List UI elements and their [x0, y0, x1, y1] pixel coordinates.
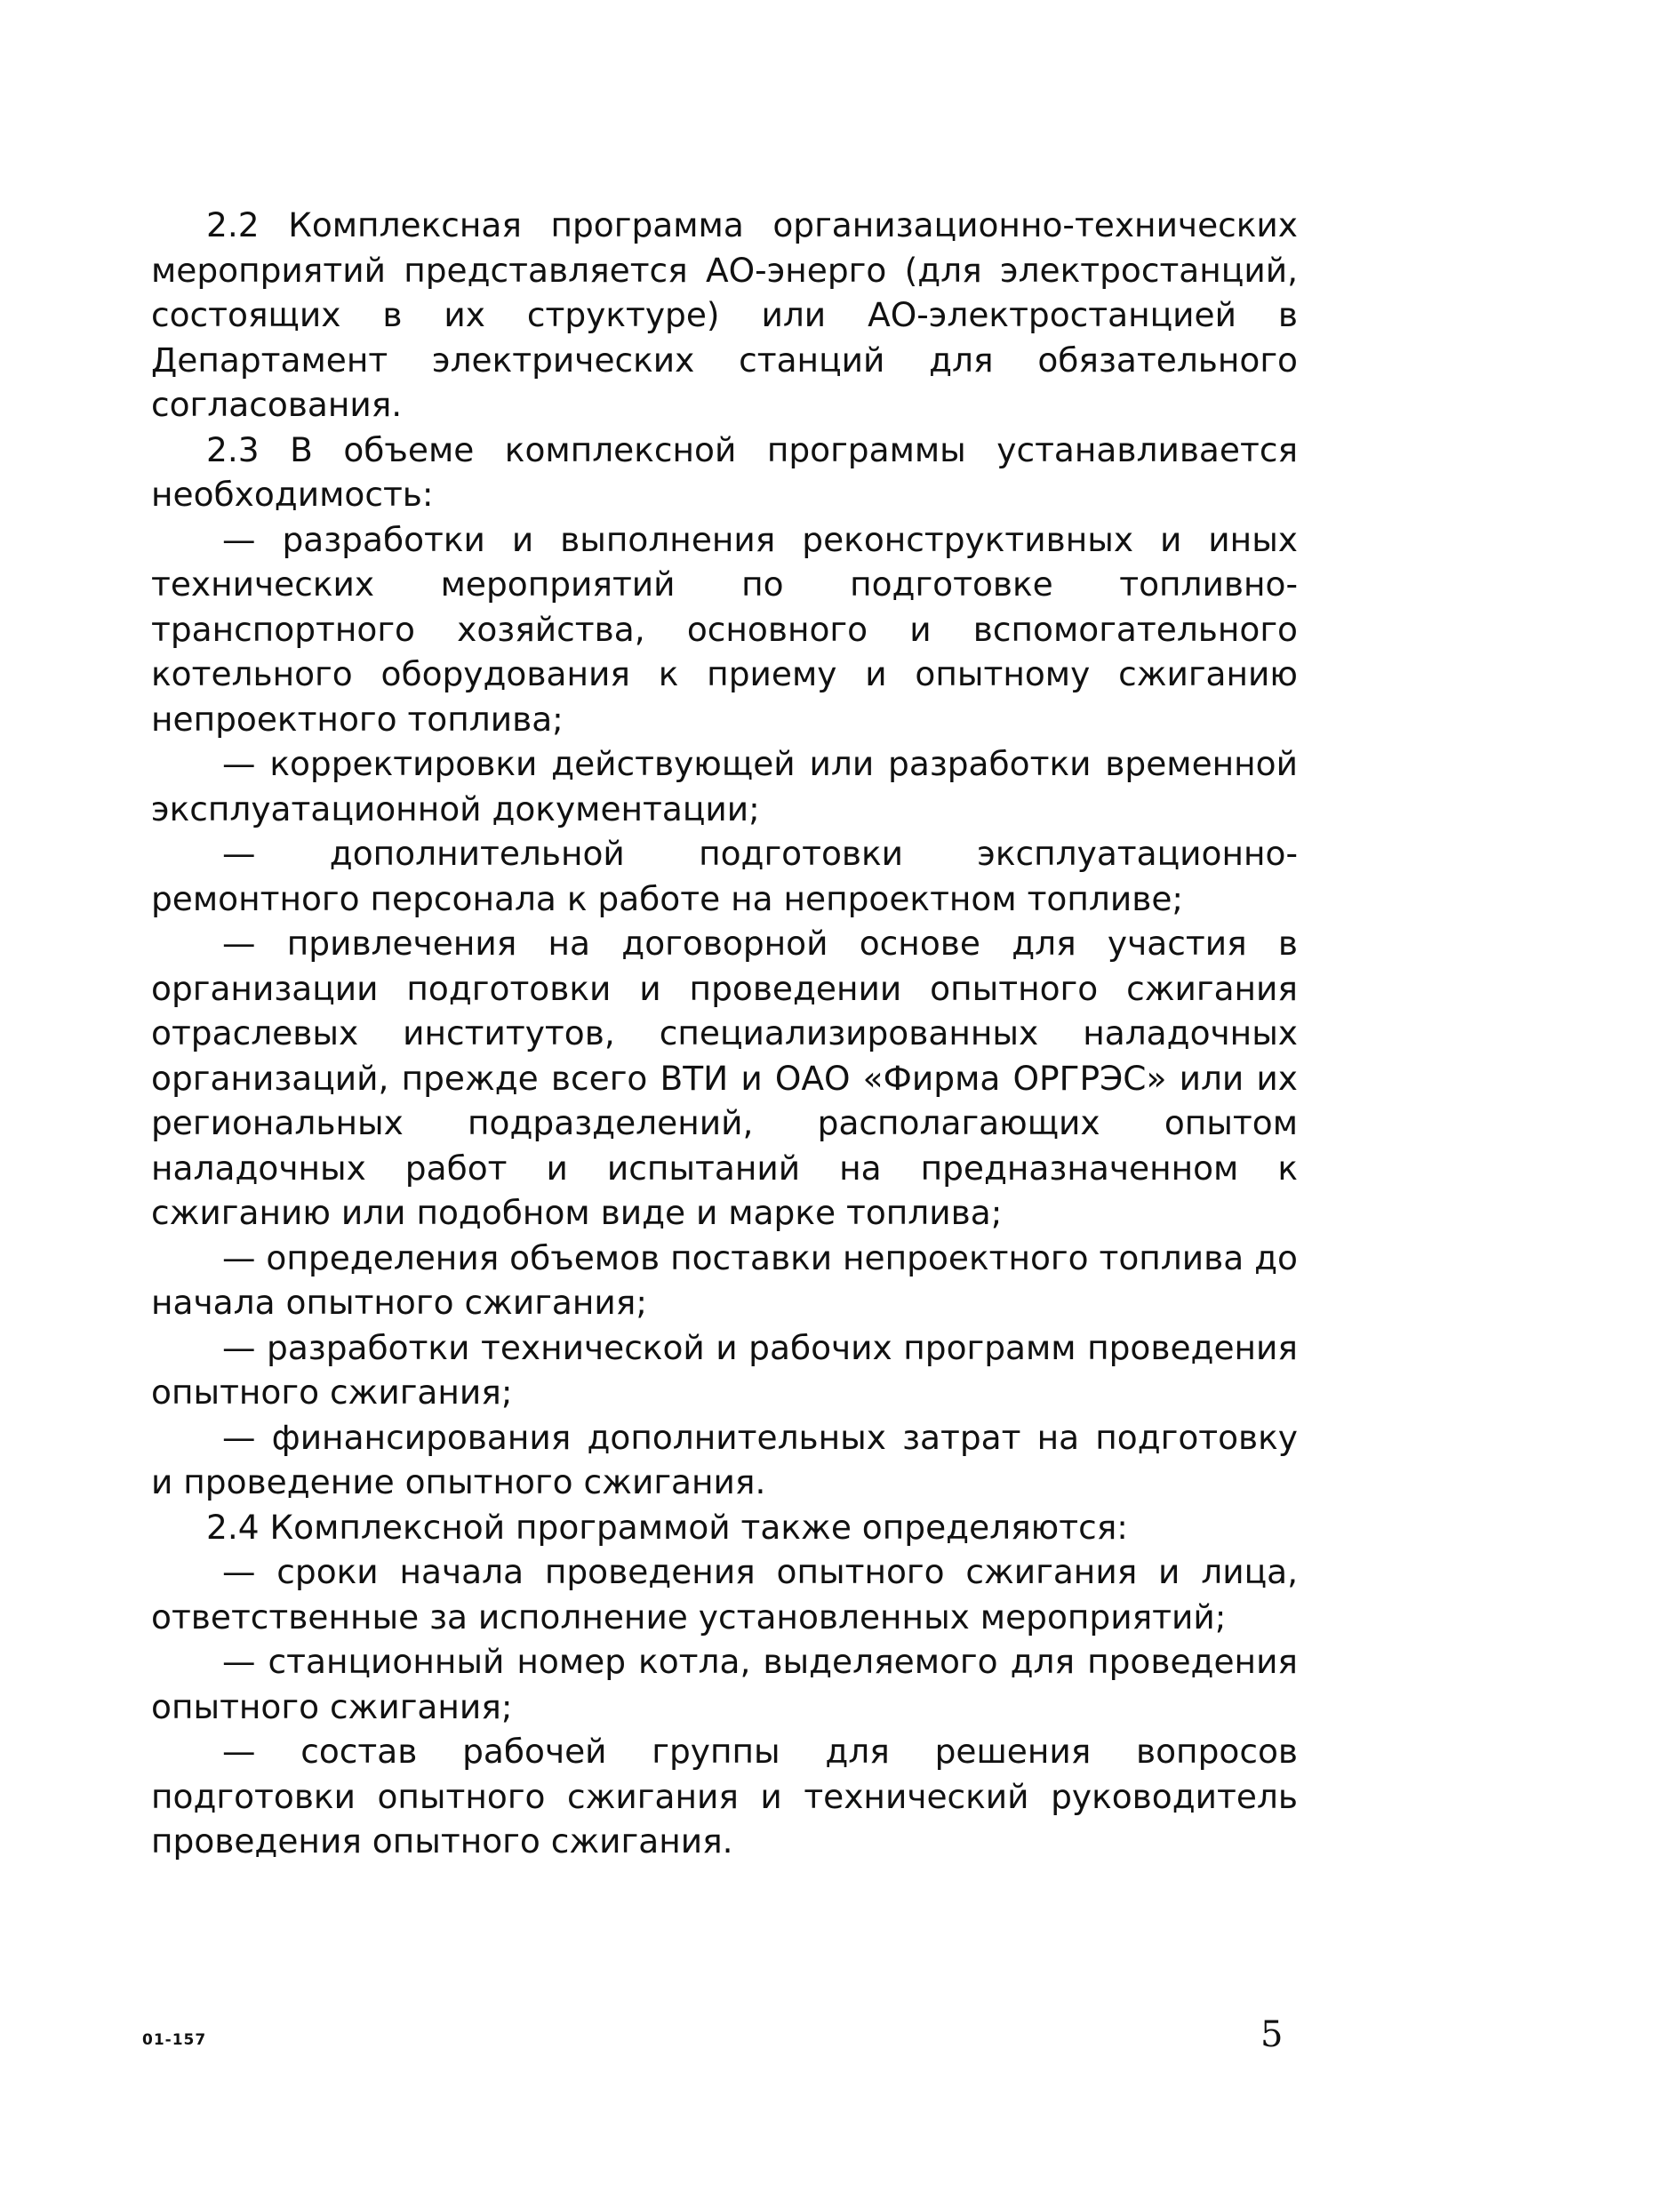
list-item: — привлечения на договорной основе для участия в организации подготовки и проведении опытного сжигания отраслевых институтов, специализированных наладочных организаций, прежде всего ВТИ и ОАО «Фирма ОРГРЭС» или их региональных подразделений, располагающих опытом наладочных работ и испытаний на предназначенном к сжиганию или подобном виде и марке топлива; [151, 924, 1298, 1232]
page-number: 5 [1260, 2014, 1284, 2055]
paragraph-2-2: 2.2 Комплексная программа организационно-технических мероприятий представляется АО-энерго (для электростанций, состоящих в их структуре) или АО-электростанцией в Департамент электрических станций для обязательного согласования. [151, 205, 1298, 424]
list-item: — сроки начала проведения опытного сжигания и лица, ответственные за исполнение установленных мероприятий; [151, 1552, 1298, 1637]
list-item: — разработки и выполнения реконструктивных и иных технических мероприятий по подготовке топливно-транспортного хозяйства, основного и вспомогательного котельного оборудования к приему и опытному сжиганию непроектного топлива; [151, 519, 1298, 739]
document-code: 01-157 [142, 2031, 207, 2049]
list-item: — состав рабочей группы для решения вопросов подготовки опытного сжигания и технический руководитель проведения опытного сжигания. [151, 1732, 1298, 1861]
list-item: — разработки технической и рабочих программ проведения опытного сжигания; [151, 1327, 1298, 1412]
list-item: — дополнительной подготовки эксплуатационно-ремонтного персонала к работе на непроектном топливе; [151, 834, 1298, 918]
document-body [151, 203, 1298, 1864]
paragraph-2-3: 2.3 В объеме комплексной программы устанавливается необходимость: [151, 429, 1298, 514]
list-item: — корректировки действующей или разработки временной эксплуатационной документации; [151, 744, 1298, 828]
list-item: — станционный номер котла, выделяемого для проведения опытного сжигания; [151, 1642, 1298, 1726]
list-item: — финансирования дополнительных затрат на подготовку и проведение опытного сжигания. [151, 1417, 1298, 1501]
list-item: — определения объемов поставки непроектного топлива до начала опытного сжигания; [151, 1237, 1298, 1322]
paragraph-2-4: 2.4 Комплексной программой также определяются: [206, 1507, 1128, 1547]
